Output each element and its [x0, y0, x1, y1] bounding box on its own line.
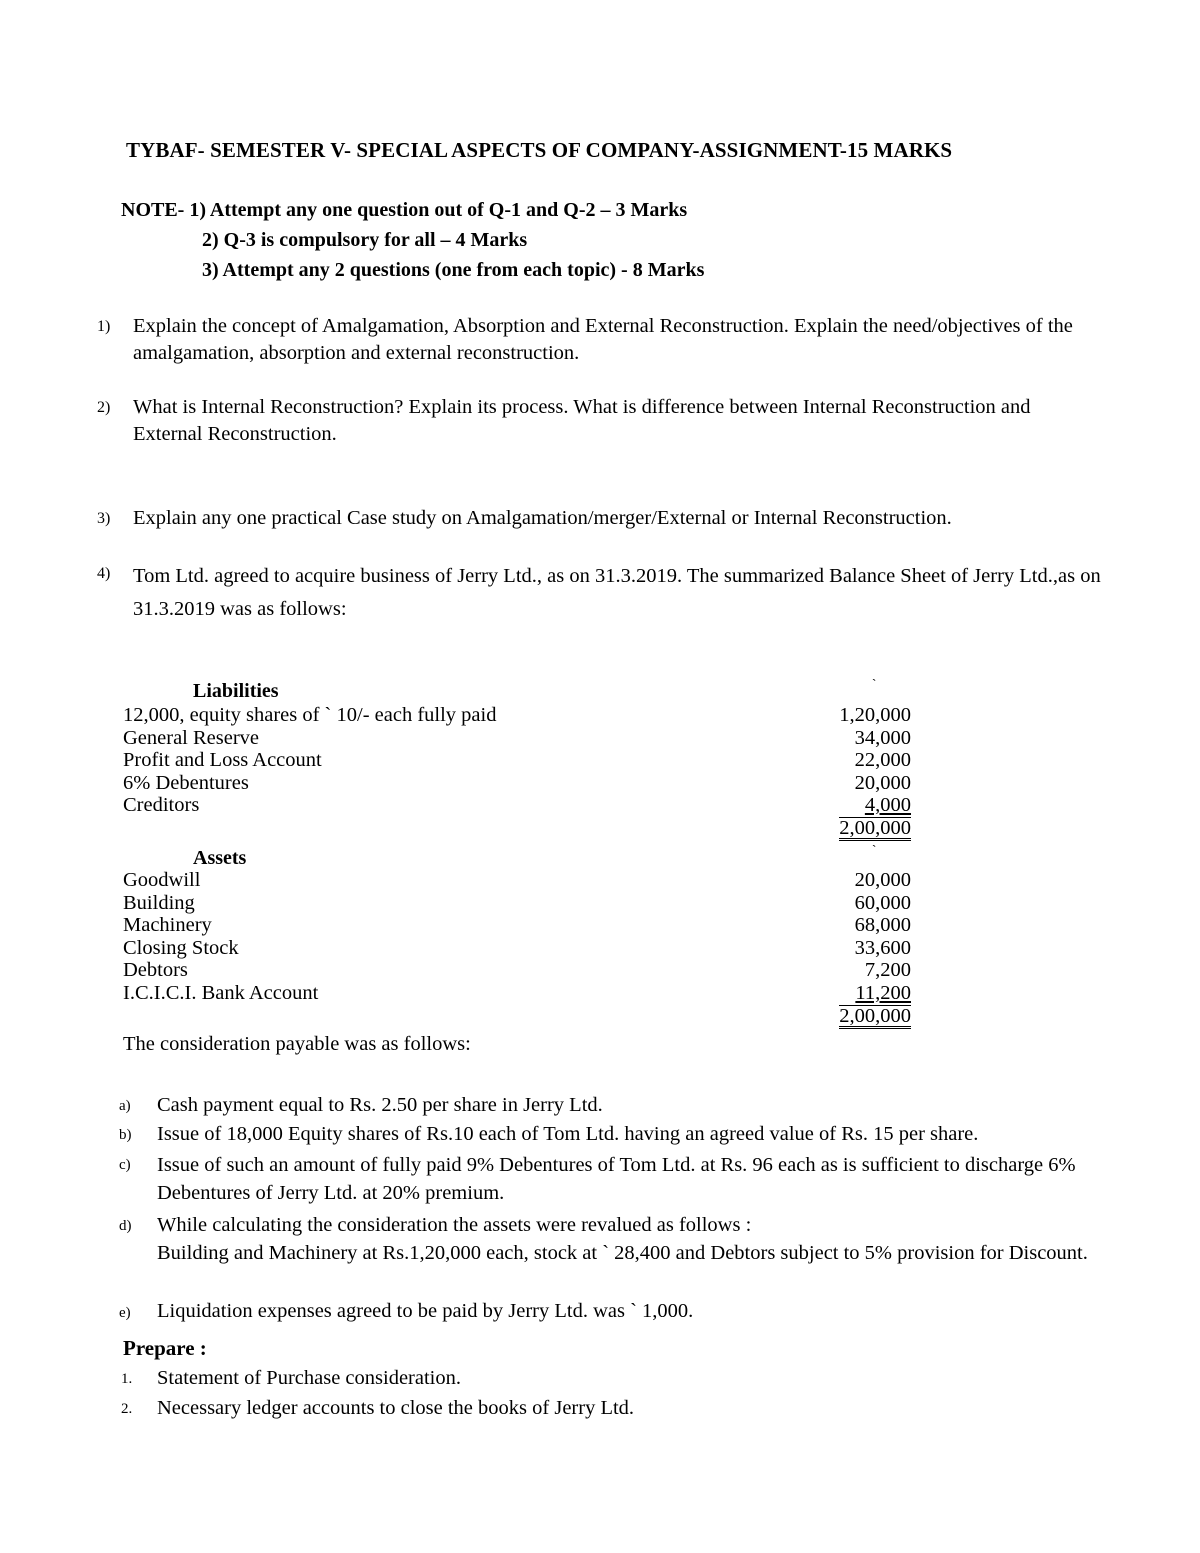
question-text: Explain the concept of Amalgamation, Absorption and External Reconstruction. Explain the need/objectives of the amalgamation, absorption and external reconstruction. [133, 315, 1073, 364]
liabilities-heading: Liabilities [193, 680, 279, 702]
liability-amount: 4,000 [864, 794, 911, 816]
liability-amount: 34,000 [854, 727, 911, 749]
liability-amount: 22,000 [854, 749, 911, 771]
assets-total: 2,00,000 [839, 1005, 911, 1027]
item-marker: e) [119, 1305, 131, 1321]
liability-amount: 20,000 [854, 772, 911, 794]
asset-amount: 20,000 [854, 869, 911, 891]
question-number: 2) [97, 399, 111, 416]
liability-label: Profit and Loss Account [123, 749, 322, 771]
prepare-item: Necessary ledger accounts to close the books of Jerry Ltd. [157, 1397, 635, 1419]
question-number: 3) [97, 510, 111, 527]
asset-label: Building [123, 892, 195, 914]
liability-label: 6% Debentures [123, 772, 249, 794]
asset-label: Closing Stock [123, 937, 239, 959]
asset-label: Machinery [123, 914, 212, 936]
item-marker: 1. [121, 1371, 133, 1387]
revaluation-detail: Building and Machinery at Rs.1,20,000 each, stock at ` 28,400 and Debtors subject to 5% provision for Discount. [157, 1242, 1088, 1264]
note-2: 2) Q-3 is compulsory for all – 4 Marks [202, 229, 528, 251]
question-number: 1) [97, 318, 111, 335]
item-marker: d) [119, 1218, 132, 1234]
asset-label: Debtors [123, 959, 188, 981]
liability-label: Creditors [123, 794, 200, 816]
consideration-item: Issue of such an amount of fully paid 9% Debentures of Tom Ltd. at Rs. 96 each as is sufficient to discharge 6% Debentures of Jerry Ltd. at 20% premium. [157, 1154, 1076, 1204]
consideration-item: Liquidation expenses agreed to be paid by Jerry Ltd. was ` 1,000. [157, 1300, 694, 1322]
item-marker: b) [119, 1127, 132, 1143]
liabilities-total: 2,00,000 [839, 817, 911, 839]
page-title: TYBAF- SEMESTER V- SPECIAL ASPECTS OF COMPANY-ASSIGNMENT-15 MARKS [126, 138, 953, 162]
prepare-heading: Prepare : [123, 1336, 207, 1360]
liability-label: General Reserve [123, 727, 260, 749]
prepare-item: Statement of Purchase consideration. [157, 1367, 461, 1389]
consideration-item: While calculating the consideration the assets were revalued as follows : [157, 1214, 752, 1236]
asset-amount: 7,200 [864, 959, 911, 981]
liability-amount: 1,20,000 [839, 704, 911, 726]
currency-mark: ` [872, 842, 877, 857]
consideration-item: Issue of 18,000 Equity shares of Rs.10 each of Tom Ltd. having an agreed value of Rs. 15 per share. [157, 1123, 979, 1145]
asset-label: Goodwill [123, 869, 201, 891]
item-marker: c) [119, 1157, 131, 1173]
asset-amount: 11,200 [855, 982, 911, 1004]
note-3: 3) Attempt any 2 questions (one from each topic) - 8 Marks [202, 259, 705, 281]
liability-amount-cell [771, 794, 911, 817]
note-1: NOTE- 1) Attempt any one question out of Q-1 and Q-2 – 3 Marks [121, 199, 688, 221]
consideration-item: Cash payment equal to Rs. 2.50 per share in Jerry Ltd. [157, 1094, 603, 1116]
asset-amount: 60,000 [854, 892, 911, 914]
question-text: Explain any one practical Case study on Amalgamation/merger/External or Internal Reconstruction. [133, 507, 952, 529]
item-marker: a) [119, 1098, 131, 1114]
liabilities-total-cell [771, 817, 911, 841]
asset-amount: 68,000 [854, 914, 911, 936]
asset-label: I.C.I.C.I. Bank Account [123, 982, 319, 1004]
asset-amount: 33,600 [854, 937, 911, 959]
question-number: 4) [97, 565, 111, 582]
consideration-intro: The consideration payable was as follows: [123, 1033, 471, 1055]
question-text: Tom Ltd. agreed to acquire business of Jerry Ltd., as on 31.3.2019. The summarized Balance Sheet of Jerry Ltd.,as on 31.3.2019 was as follows: [133, 565, 1101, 620]
question-text: What is Internal Reconstruction? Explain its process. What is difference between Internal Reconstruction and External Reconstruction. [133, 396, 1031, 445]
asset-amount-cell [771, 982, 911, 1005]
liability-label: 12,000, equity shares of ` 10/- each fully paid [123, 704, 497, 726]
assets-heading: Assets [193, 847, 247, 869]
item-marker: 2. [121, 1401, 133, 1417]
currency-mark: ` [872, 676, 877, 691]
assets-total-cell [771, 1005, 911, 1029]
